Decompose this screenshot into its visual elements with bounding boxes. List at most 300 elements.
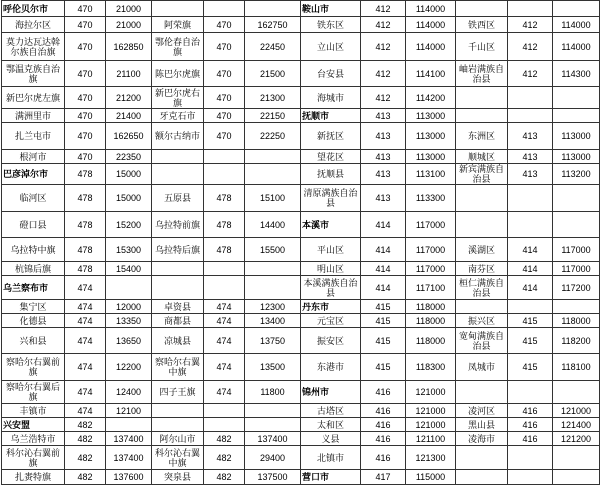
region-1-postcode-cell: 15000 (106, 185, 152, 212)
empty-cell (152, 164, 204, 185)
region-3-postcode-cell: 113000 (406, 150, 456, 164)
region-4-postcode-cell: 114300 (553, 61, 600, 87)
table-row (2, 109, 600, 123)
region-1-name-cell: 根河市 (2, 150, 65, 164)
region-2-postcode-cell: 22450 (245, 33, 301, 61)
region-4-area-code-cell: 412 (508, 33, 553, 61)
empty-cell (245, 150, 301, 164)
region-3-area-code-cell: 415 (361, 328, 406, 354)
city-header-cell: 锦州市 (301, 381, 361, 404)
region-2-area-code-cell: 470 (204, 17, 245, 33)
empty-cell (508, 109, 553, 123)
region-3-postcode-cell: 117000 (406, 212, 456, 238)
region-1-area-code-cell: 482 (65, 418, 106, 432)
region-3-postcode-cell: 121300 (406, 446, 456, 470)
region-1-postcode-cell: 12200 (106, 354, 152, 381)
region-3-area-code-cell: 414 (361, 262, 406, 276)
region-4-name-cell: 岫岩满族自治县 (456, 61, 508, 87)
region-4-area-code-cell: 415 (508, 314, 553, 328)
empty-cell (553, 300, 600, 314)
region-1-postcode-cell: 137400 (106, 446, 152, 470)
region-3-area-code-cell: 415 (361, 300, 406, 314)
region-3-postcode-cell: 121000 (406, 404, 456, 418)
region-3-postcode-cell: 118300 (406, 354, 456, 381)
region-1-name-cell: 乌拉特中旗 (2, 238, 65, 262)
region-1-area-code-cell: 478 (65, 185, 106, 212)
region-2-area-code-cell: 482 (204, 432, 245, 446)
region-1-area-code-cell: 474 (65, 328, 106, 354)
region-2-postcode-cell: 29400 (245, 446, 301, 470)
region-1-area-code-cell: 470 (65, 123, 106, 150)
region-3-postcode-cell: 114000 (406, 33, 456, 61)
region-4-name-cell: 凌海市 (456, 432, 508, 446)
region-4-postcode-cell: 114000 (553, 17, 600, 33)
region-4-postcode-cell: 117200 (553, 276, 600, 300)
region-2-postcode-cell: 137500 (245, 470, 301, 485)
region-1-postcode-cell: 21000 (106, 17, 152, 33)
region-3-area-code-cell: 414 (361, 212, 406, 238)
region-3-name-cell: 古塔区 (301, 404, 361, 418)
region-4-postcode-cell: 113200 (553, 164, 600, 185)
region-2-name-cell: 突泉县 (152, 470, 204, 485)
region-3-area-code-cell: 413 (361, 123, 406, 150)
empty-cell (152, 404, 204, 418)
region-3-postcode-cell: 114000 (406, 17, 456, 33)
region-3-area-code-cell: 414 (361, 276, 406, 300)
empty-cell (245, 1, 301, 17)
region-1-name-cell: 鄂温克族自治旗 (2, 61, 65, 87)
region-3-name-cell: 立山区 (301, 33, 361, 61)
region-3-postcode-cell: 113000 (406, 123, 456, 150)
empty-cell (245, 262, 301, 276)
region-2-name-cell: 凉城县 (152, 328, 204, 354)
region-3-postcode-cell: 117000 (406, 238, 456, 262)
region-2-name-cell: 乌拉特前旗 (152, 212, 204, 238)
empty-cell (204, 418, 245, 432)
region-4-postcode-cell: 113000 (553, 123, 600, 150)
region-3-area-code-cell: 413 (361, 185, 406, 212)
region-1-postcode-cell: 15200 (106, 212, 152, 238)
region-1-area-code-cell: 470 (65, 109, 106, 123)
region-3-area-code-cell: 415 (361, 354, 406, 381)
empty-cell (456, 470, 508, 485)
region-3-name-cell: 太和区 (301, 418, 361, 432)
region-1-name-cell: 集宁区 (2, 300, 65, 314)
empty-cell (204, 262, 245, 276)
region-3-name-cell: 海城市 (301, 87, 361, 109)
empty-cell (456, 109, 508, 123)
empty-cell (245, 404, 301, 418)
table-row (2, 276, 600, 300)
city-header-cell: 兴安盟 (2, 418, 65, 432)
region-1-name-cell: 磴口县 (2, 212, 65, 238)
region-2-name-cell: 五原县 (152, 185, 204, 212)
empty-cell (456, 300, 508, 314)
region-2-area-code-cell: 474 (204, 328, 245, 354)
table-row (2, 446, 600, 470)
empty-cell (508, 87, 553, 109)
region-3-area-code-cell: 412 (361, 1, 406, 17)
region-2-postcode-cell: 14400 (245, 212, 301, 238)
region-1-area-code-cell: 470 (65, 1, 106, 17)
region-4-area-code-cell: 414 (508, 276, 553, 300)
region-2-postcode-cell: 21300 (245, 87, 301, 109)
region-4-name-cell: 凌河区 (456, 404, 508, 418)
region-4-name-cell: 新宾满族自治县 (456, 164, 508, 185)
empty-cell (456, 446, 508, 470)
region-3-area-code-cell: 413 (361, 150, 406, 164)
region-2-name-cell: 额尔古纳市 (152, 123, 204, 150)
region-4-area-code-cell: 412 (508, 17, 553, 33)
city-header-cell: 鞍山市 (301, 1, 361, 17)
table-row (2, 328, 600, 354)
region-3-area-code-cell: 413 (361, 164, 406, 185)
empty-cell (553, 470, 600, 485)
table-row (2, 185, 600, 212)
region-3-area-code-cell: 412 (361, 17, 406, 33)
region-4-postcode-cell: 113000 (553, 150, 600, 164)
region-4-name-cell: 振兴区 (456, 314, 508, 328)
empty-cell (245, 164, 301, 185)
region-3-name-cell: 抚顺县 (301, 164, 361, 185)
region-2-name-cell: 四子王旗 (152, 381, 204, 404)
region-1-area-code-cell: 482 (65, 446, 106, 470)
city-header-cell: 乌兰察布市 (2, 276, 65, 300)
region-3-area-code-cell: 416 (361, 446, 406, 470)
region-1-area-code-cell: 482 (65, 470, 106, 485)
region-1-postcode-cell: 13650 (106, 328, 152, 354)
region-4-postcode-cell: 121400 (553, 418, 600, 432)
empty-cell (508, 212, 553, 238)
region-2-name-cell: 卓资县 (152, 300, 204, 314)
region-4-postcode-cell: 118000 (553, 314, 600, 328)
empty-cell (245, 276, 301, 300)
region-4-postcode-cell: 114000 (553, 33, 600, 61)
region-1-area-code-cell: 478 (65, 212, 106, 238)
region-4-name-cell: 顺城区 (456, 150, 508, 164)
region-4-name-cell: 南芬区 (456, 262, 508, 276)
table-row (2, 418, 600, 432)
region-3-postcode-cell: 121000 (406, 418, 456, 432)
region-4-name-cell: 黑山县 (456, 418, 508, 432)
empty-cell (508, 185, 553, 212)
region-2-name-cell: 牙克石市 (152, 109, 204, 123)
region-3-postcode-cell: 113000 (406, 109, 456, 123)
city-header-cell: 本溪市 (301, 212, 361, 238)
region-3-postcode-cell: 115000 (406, 470, 456, 485)
region-3-area-code-cell: 416 (361, 418, 406, 432)
region-1-name-cell: 临河区 (2, 185, 65, 212)
region-1-name-cell: 杭锦后旗 (2, 262, 65, 276)
empty-cell (152, 418, 204, 432)
region-3-area-code-cell: 412 (361, 61, 406, 87)
empty-cell (152, 276, 204, 300)
city-header-cell: 丹东市 (301, 300, 361, 314)
region-1-area-code-cell: 474 (65, 314, 106, 328)
region-1-postcode-cell: 22350 (106, 150, 152, 164)
empty-cell (553, 446, 600, 470)
region-3-area-code-cell: 413 (361, 109, 406, 123)
table-row (2, 381, 600, 404)
empty-cell (508, 300, 553, 314)
region-3-postcode-cell: 118000 (406, 300, 456, 314)
region-1-name-cell: 扎兰屯市 (2, 123, 65, 150)
region-1-area-code-cell: 478 (65, 238, 106, 262)
region-3-area-code-cell: 414 (361, 238, 406, 262)
region-2-area-code-cell: 478 (204, 238, 245, 262)
region-3-postcode-cell: 114000 (406, 1, 456, 17)
table-row (2, 61, 600, 87)
table-row (2, 1, 600, 17)
region-1-postcode-cell: 162650 (106, 123, 152, 150)
city-header-cell: 巴彦淖尔市 (2, 164, 65, 185)
region-2-area-code-cell: 474 (204, 314, 245, 328)
region-4-name-cell: 千山区 (456, 33, 508, 61)
region-3-postcode-cell: 114200 (406, 87, 456, 109)
table-row (2, 33, 600, 61)
region-1-area-code-cell: 474 (65, 300, 106, 314)
city-header-cell: 营口市 (301, 470, 361, 485)
table-row (2, 470, 600, 485)
region-4-area-code-cell: 416 (508, 404, 553, 418)
region-1-postcode-cell: 21400 (106, 109, 152, 123)
region-2-name-cell: 陈巴尔虎旗 (152, 61, 204, 87)
region-1-name-cell: 新巴尔虎左旗 (2, 87, 65, 109)
empty-cell (204, 276, 245, 300)
table-row (2, 262, 600, 276)
region-3-name-cell: 台安县 (301, 61, 361, 87)
region-1-name-cell: 化德县 (2, 314, 65, 328)
region-4-name-cell: 溪湖区 (456, 238, 508, 262)
table-row (2, 164, 600, 185)
region-4-postcode-cell: 117000 (553, 238, 600, 262)
region-1-postcode-cell: 12100 (106, 404, 152, 418)
empty-cell (245, 418, 301, 432)
region-3-area-code-cell: 417 (361, 470, 406, 485)
region-1-area-code-cell: 470 (65, 61, 106, 87)
region-1-name-cell: 察哈尔右翼后旗 (2, 381, 65, 404)
region-3-name-cell: 新抚区 (301, 123, 361, 150)
region-2-postcode-cell: 21500 (245, 61, 301, 87)
region-4-area-code-cell: 415 (508, 328, 553, 354)
empty-cell (508, 446, 553, 470)
region-2-area-code-cell: 482 (204, 470, 245, 485)
region-1-postcode-cell: 13350 (106, 314, 152, 328)
region-4-name-cell: 东洲区 (456, 123, 508, 150)
table-row (2, 432, 600, 446)
region-4-postcode-cell: 118200 (553, 328, 600, 354)
table-row (2, 17, 600, 33)
region-1-postcode-cell: 15300 (106, 238, 152, 262)
region-2-postcode-cell: 22250 (245, 123, 301, 150)
empty-cell (508, 470, 553, 485)
region-4-postcode-cell: 121000 (553, 404, 600, 418)
region-3-name-cell: 振安区 (301, 328, 361, 354)
region-2-postcode-cell: 13750 (245, 328, 301, 354)
region-4-name-cell: 凤城市 (456, 354, 508, 381)
region-1-postcode-cell: 12000 (106, 300, 152, 314)
empty-cell (456, 1, 508, 17)
empty-cell (106, 276, 152, 300)
region-1-area-code-cell: 478 (65, 262, 106, 276)
region-3-postcode-cell: 114100 (406, 61, 456, 87)
region-2-name-cell: 新巴尔虎右旗 (152, 87, 204, 109)
region-2-postcode-cell: 13400 (245, 314, 301, 328)
region-1-area-code-cell: 470 (65, 33, 106, 61)
region-3-postcode-cell: 121100 (406, 432, 456, 446)
region-2-area-code-cell: 474 (204, 354, 245, 381)
region-1-postcode-cell: 21100 (106, 61, 152, 87)
region-3-name-cell: 北镇市 (301, 446, 361, 470)
empty-cell (553, 109, 600, 123)
region-1-name-cell: 科尔沁右翼前旗 (2, 446, 65, 470)
empty-cell (508, 381, 553, 404)
table-row (2, 354, 600, 381)
region-2-area-code-cell: 474 (204, 300, 245, 314)
empty-cell (204, 150, 245, 164)
region-4-area-code-cell: 412 (508, 61, 553, 87)
region-2-area-code-cell: 470 (204, 123, 245, 150)
region-1-name-cell: 扎赉特旗 (2, 470, 65, 485)
empty-cell (553, 381, 600, 404)
region-3-name-cell: 东港市 (301, 354, 361, 381)
region-3-name-cell: 望花区 (301, 150, 361, 164)
region-4-area-code-cell: 413 (508, 150, 553, 164)
region-1-postcode-cell: 15400 (106, 262, 152, 276)
region-3-postcode-cell: 113100 (406, 164, 456, 185)
empty-cell (456, 381, 508, 404)
region-3-area-code-cell: 416 (361, 381, 406, 404)
region-2-area-code-cell: 482 (204, 446, 245, 470)
region-1-name-cell: 兴和县 (2, 328, 65, 354)
region-3-postcode-cell: 118000 (406, 328, 456, 354)
region-3-name-cell: 平山区 (301, 238, 361, 262)
region-3-name-cell: 本溪满族自治县 (301, 276, 361, 300)
region-2-postcode-cell: 162750 (245, 17, 301, 33)
region-1-postcode-cell: 162850 (106, 33, 152, 61)
region-3-postcode-cell: 121000 (406, 381, 456, 404)
region-3-postcode-cell: 117100 (406, 276, 456, 300)
region-1-name-cell: 海拉尔区 (2, 17, 65, 33)
region-4-area-code-cell: 414 (508, 262, 553, 276)
region-2-area-code-cell: 470 (204, 109, 245, 123)
region-2-name-cell: 科尔沁右翼中旗 (152, 446, 204, 470)
region-1-postcode-cell: 15000 (106, 164, 152, 185)
region-4-postcode-cell: 117000 (553, 262, 600, 276)
region-4-name-cell: 桓仁满族自治县 (456, 276, 508, 300)
region-1-area-code-cell: 478 (65, 164, 106, 185)
region-3-postcode-cell: 118000 (406, 314, 456, 328)
city-header-cell: 呼伦贝尔市 (2, 1, 65, 17)
region-2-name-cell: 商都县 (152, 314, 204, 328)
empty-cell (553, 212, 600, 238)
region-2-name-cell: 阿荣旗 (152, 17, 204, 33)
empty-cell (204, 1, 245, 17)
region-3-name-cell: 铁东区 (301, 17, 361, 33)
empty-cell (152, 150, 204, 164)
empty-cell (204, 164, 245, 185)
region-4-name-cell: 宽甸满族自治县 (456, 328, 508, 354)
region-1-area-code-cell: 474 (65, 404, 106, 418)
region-1-area-code-cell: 470 (65, 87, 106, 109)
region-2-area-code-cell: 470 (204, 61, 245, 87)
region-1-area-code-cell: 474 (65, 354, 106, 381)
region-1-area-code-cell: 470 (65, 17, 106, 33)
region-1-postcode-cell: 137400 (106, 432, 152, 446)
region-2-postcode-cell: 22150 (245, 109, 301, 123)
region-1-name-cell: 莫力达瓦达斡尔族自治旗 (2, 33, 65, 61)
city-header-cell: 抚顺市 (301, 109, 361, 123)
empty-cell (553, 185, 600, 212)
table-row (2, 404, 600, 418)
empty-cell (456, 185, 508, 212)
region-2-area-code-cell: 470 (204, 87, 245, 109)
region-1-name-cell: 满洲里市 (2, 109, 65, 123)
region-1-name-cell: 察哈尔右翼前旗 (2, 354, 65, 381)
postal-code-table (1, 0, 600, 485)
region-4-area-code-cell: 415 (508, 354, 553, 381)
region-2-area-code-cell: 474 (204, 381, 245, 404)
region-4-area-code-cell: 413 (508, 123, 553, 150)
region-2-postcode-cell: 11800 (245, 381, 301, 404)
region-4-area-code-cell: 413 (508, 164, 553, 185)
region-2-area-code-cell: 478 (204, 185, 245, 212)
region-3-name-cell: 义县 (301, 432, 361, 446)
region-1-area-code-cell: 482 (65, 432, 106, 446)
region-2-postcode-cell: 13500 (245, 354, 301, 381)
empty-cell (553, 87, 600, 109)
region-4-area-code-cell: 416 (508, 418, 553, 432)
region-2-name-cell: 察哈尔右翼中旗 (152, 354, 204, 381)
region-3-area-code-cell: 412 (361, 87, 406, 109)
region-3-name-cell: 明山区 (301, 262, 361, 276)
region-1-postcode-cell: 12400 (106, 381, 152, 404)
region-2-area-code-cell: 478 (204, 212, 245, 238)
region-2-postcode-cell: 12300 (245, 300, 301, 314)
region-2-postcode-cell: 15100 (245, 185, 301, 212)
empty-cell (456, 87, 508, 109)
empty-cell (106, 418, 152, 432)
table-row (2, 300, 600, 314)
region-2-name-cell: 乌拉特后旗 (152, 238, 204, 262)
region-4-name-cell: 铁西区 (456, 17, 508, 33)
table-row (2, 212, 600, 238)
region-3-area-code-cell: 412 (361, 33, 406, 61)
region-3-name-cell: 元宝区 (301, 314, 361, 328)
region-3-postcode-cell: 113300 (406, 185, 456, 212)
region-4-postcode-cell: 121200 (553, 432, 600, 446)
region-2-name-cell: 鄂伦春自治旗 (152, 33, 204, 61)
region-2-postcode-cell: 137400 (245, 432, 301, 446)
region-1-area-code-cell: 470 (65, 150, 106, 164)
region-3-postcode-cell: 117000 (406, 262, 456, 276)
empty-cell (456, 212, 508, 238)
table-row (2, 150, 600, 164)
region-1-area-code-cell: 474 (65, 276, 106, 300)
region-3-area-code-cell: 416 (361, 432, 406, 446)
region-4-postcode-cell: 118100 (553, 354, 600, 381)
region-3-area-code-cell: 415 (361, 314, 406, 328)
region-1-name-cell: 乌兰浩特市 (2, 432, 65, 446)
region-2-postcode-cell: 15500 (245, 238, 301, 262)
table-row (2, 238, 600, 262)
empty-cell (508, 1, 553, 17)
empty-cell (204, 404, 245, 418)
empty-cell (553, 1, 600, 17)
region-1-postcode-cell: 137600 (106, 470, 152, 485)
region-1-postcode-cell: 21200 (106, 87, 152, 109)
table-row (2, 123, 600, 150)
